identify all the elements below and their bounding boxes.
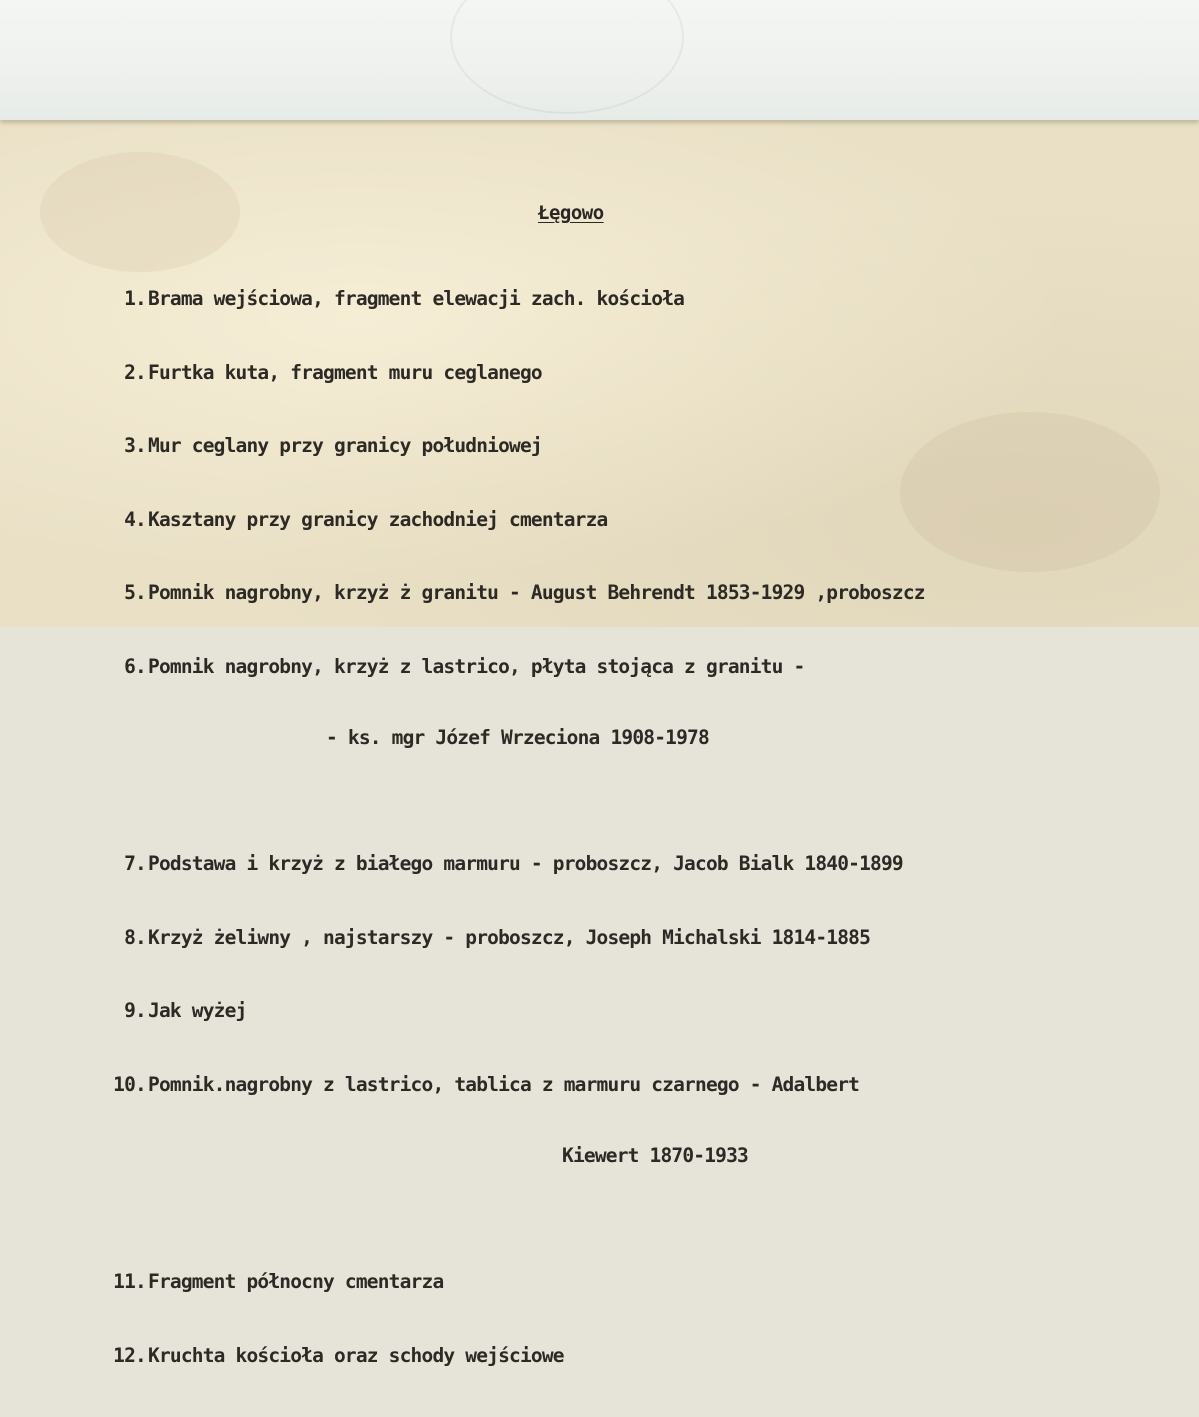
- list-item: 11. Fragment północny cmentarza: [113, 1270, 444, 1293]
- item-list: [96, 238, 925, 1417]
- list-item: 4. Kasztany przy granicy zachodniej cmentarza: [124, 507, 608, 531]
- list-item: 6. Pomnik nagrobny, krzyż z lastrico, płyta stojąca z granitu -: [124, 654, 805, 678]
- overlapping-top-sheet: [0, 0, 1199, 120]
- list-item: 7. Podstawa i krzyż z białego marmuru - proboszcz, Jacob Bialk 1840-1899: [124, 852, 903, 875]
- list-item: 12. Kruchta kościoła oraz schody wejściowe: [113, 1343, 564, 1367]
- document-title: Łęgowo: [538, 202, 604, 224]
- list-item: 9. Jak wyżej: [124, 999, 247, 1022]
- list-item: 2. Furtka kuta, fragment muru ceglanego: [124, 360, 542, 384]
- list-item: 5. Pomnik nagrobny, krzyż ż granitu - August Behrendt 1853-1929 ,proboszcz: [124, 581, 925, 604]
- list-item: 3. Mur ceglany przy granicy południowej: [124, 434, 542, 457]
- list-item: 1. Brama wejściowa, fragment elewacji zach. kościoła: [124, 287, 685, 310]
- list-item: 8. Krzyż żeliwny , najstarszy - proboszcz, Joseph Michalski 1814-1885: [124, 925, 871, 949]
- list-item: 10. Pomnik.nagrobny z lastrico, tablica z marmuru czarnego - Adalbert: [113, 1072, 860, 1096]
- typewritten-document: [0, 112, 1199, 1367]
- faint-stamp-mark: [450, 0, 684, 114]
- list-item-continuation: - ks. mgr Józef Wrzeciona 1908-1978: [326, 726, 709, 749]
- list-item-continuation: Kiewert 1870-1933: [562, 1144, 748, 1167]
- paper-stain: [900, 412, 1160, 572]
